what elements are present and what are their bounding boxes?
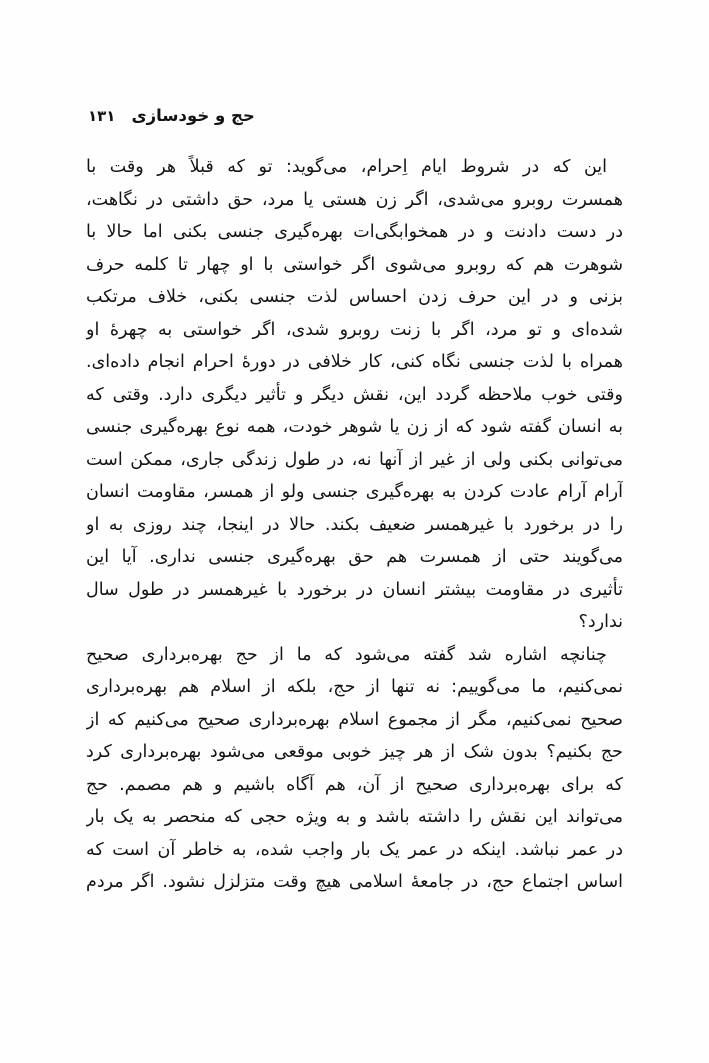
- text-line: ندارد؟: [578, 612, 623, 632]
- text-line: می‌توانی بکنی ولی از غیر از آنها نه، در طول زندگی جاری، ممکن است: [86, 449, 623, 470]
- text-line: وقتی خوب ملاحظه گردد این، نقش دیگر و تأثیر دیگری دارد. وقتی که: [86, 384, 623, 405]
- page-number: ۱۳۱: [88, 107, 116, 125]
- text-line: تأثیری در مقاومت بیشتر انسان در برخورد با غیرهمسر در طول سال: [86, 579, 623, 600]
- text-line: اساس اجتماع حج، در جامعهٔ اسلامی هیچ وقت متزلزل نشود. اگر مردم: [86, 872, 623, 892]
- text-line: شوهرت هم که روبرو می‌شوی اگر خواستی با او چهار تا کلمه حرف: [86, 254, 623, 275]
- text-line: شده‌ای و تو مرد، اگر با زنت روبرو شدی، اگر خواستی به چهرهٔ او: [86, 319, 623, 340]
- text-line: آرام آرام عادت کردن به بهره‌گیری جنسی ولو از همسر، مقاومت انسان: [86, 482, 623, 502]
- text-line: همراه با لذت جنسی نگاه کنی، کار خلافی در دورهٔ احرام انجام داده‌ای.: [86, 352, 623, 372]
- text-line: چنانچه اشاره شد گفته می‌شود که ما از حج بهره‌برداری صحیح: [86, 644, 607, 665]
- text-line: در دست دادنت و در همخوابگی‌ات بهره‌گیری جنسی بکنی اما حالا با: [86, 222, 623, 242]
- page-header-title: حج و خودسازی: [131, 106, 255, 125]
- text-line: صحیح نمی‌کنیم، مگر از مجموع اسلام بهره‌برداری صحیح می‌کنیم که از: [86, 709, 623, 730]
- text-line: در عمر نباشد. اینکه در عمر یک بار واجب شده، به خاطر آن است که: [86, 839, 623, 860]
- page-header: [88, 106, 255, 125]
- text-line: حج بکنیم؟ بدون شک از هر چیز خوبی موقعی می‌شود بهره‌برداری کرد: [86, 742, 623, 762]
- text-line: به انسان گفته شود که از زن یا شوهر خودت، همه نوع بهره‌گیری جنسی: [86, 417, 623, 437]
- text-line: می‌گویند حتی از همسرت هم حق بهره‌گیری جنسی نداری. آیا این: [86, 547, 623, 567]
- text-line: بزنی و در این حرف زدن احساس لذت جنسی بکنی، خلاف مرتکب: [86, 287, 623, 307]
- text-line: همسرت روبرو می‌شدی، اگر زن هستی یا مرد، حق داشتی در نگاهت،: [86, 189, 623, 210]
- text-line: می‌تواند این نقش را داشته باشد و به ویژه حجی که منحصر به یک بار: [86, 807, 623, 827]
- text-line: که برای بهره‌برداری صحیح از آن، هم آگاه باشیم و هم مصمم. حج: [86, 774, 623, 795]
- text-line: این که در شروط ایام اِحرام، می‌گوید: تو که قبلاً هر وقت با: [86, 157, 607, 177]
- body-text: [86, 151, 623, 899]
- text-line: را در برخورد با غیرهمسر ضعیف بکند. حالا در اینجا، چند روزی به او: [86, 514, 623, 535]
- text-line: نمی‌کنیم، ما می‌گوییم: نه تنها از حج، بلکه از اسلام هم بهره‌برداری: [86, 677, 623, 697]
